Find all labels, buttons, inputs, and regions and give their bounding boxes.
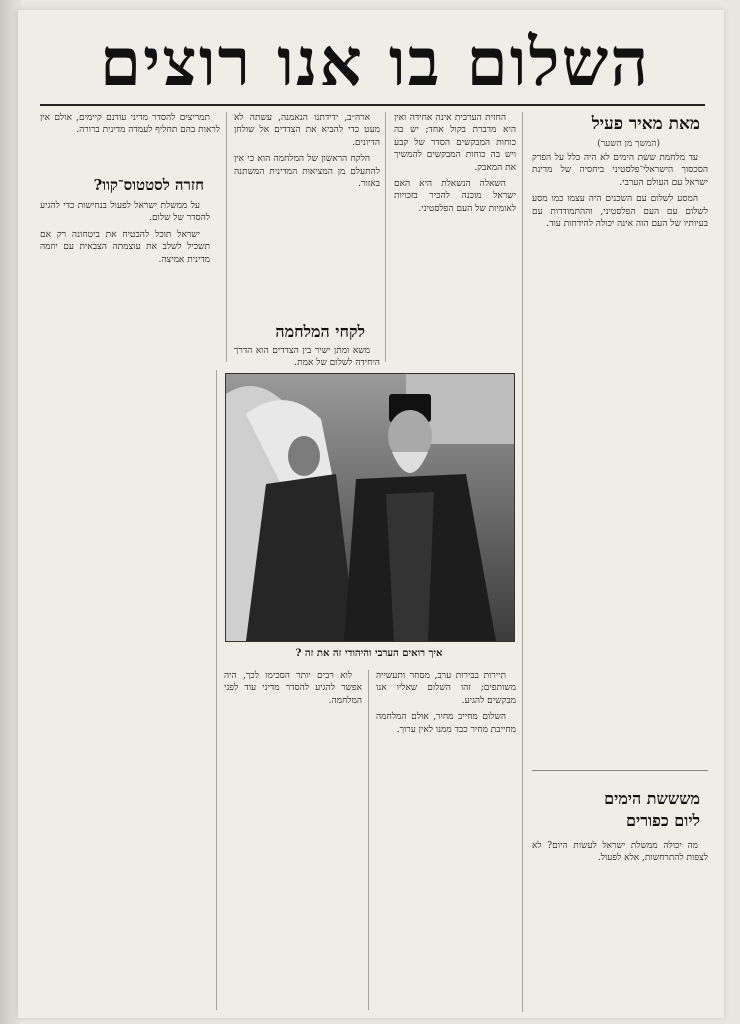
article-column-1 bbox=[532, 152, 708, 762]
section-rule bbox=[532, 770, 708, 771]
paragraph: לוא רבים יותר הסכימו לכך, היה אפשר להגיע להסדר מדיני עוד לפני המלחמה. bbox=[224, 671, 362, 706]
article-column-2 bbox=[394, 112, 516, 364]
paragraph: ישראל תוכל להבטיח את ביטחונה רק אם תשכיל לשלב את עוצמתה הצבאית עם יוזמה מדינית אמיצה. bbox=[40, 229, 210, 265]
paragraph: משא ומתן ישיר בין הצדדים הוא הדרך היחידה לשלום של אמת. bbox=[234, 346, 380, 369]
article-column-3 bbox=[234, 112, 380, 312]
photo-two-men bbox=[226, 374, 514, 641]
paragraph: על ממשלת ישראל לפעול בנחישות כדי להגיע להסדר של שלום. bbox=[40, 201, 210, 224]
byline: מאת מאיר פעיל bbox=[591, 114, 700, 134]
editor-note: (המשך מן השער) bbox=[597, 139, 660, 149]
subhead-status-quo: חזרה לסטטוס־קוו? bbox=[93, 176, 204, 194]
article-column-1b bbox=[532, 840, 708, 1010]
news-photo bbox=[225, 373, 515, 642]
paragraph: המסע לשלום עם השכנים היה עצמו כמו מסע לשלום עם העם הפלסטיני, וההתמודדות עם בעיותיו של העם הזה אינה יכולה להידחות עוד. bbox=[532, 194, 708, 230]
column-divider bbox=[385, 112, 386, 362]
paragraph: השלום מחייב מחיר, אולם המלחמה מחייבת מחיר כבד ממנו לאין ערוך. bbox=[376, 712, 516, 735]
paragraph: ארה״ב, ידידתנו הנאמנה, עשתה לא מעט כדי להביא את הצדדים אל שולחן הדיונים. bbox=[234, 113, 380, 148]
article-column-5 bbox=[376, 670, 516, 1010]
column-divider bbox=[226, 112, 227, 362]
paragraph: השאלה הנשאלת היא האם ישראל מוכנה להכיר בזכויות לאומיות של העם הפלסטיני. bbox=[394, 179, 516, 214]
article-column-4 bbox=[40, 112, 220, 168]
paragraph: מה יכולה ממשלת ישראל לעשות היום? לא לצפות להתרחשות, אלא לפעול. bbox=[532, 841, 708, 864]
article-column-4b bbox=[40, 200, 210, 1010]
paragraph: עד מלחמת ששת הימים לא היה כלל על הפרק הסכסוך הישראלי־פלסטיני ביחסיה של מדינת ישראל עם העולם הערבי. bbox=[532, 153, 708, 188]
photo-caption: איך רואים הערבי והיהודי זה את זה ? bbox=[295, 648, 443, 659]
article-column-3b bbox=[234, 345, 380, 369]
column-divider bbox=[216, 370, 217, 1010]
headline-rule bbox=[40, 104, 705, 106]
article-column-6 bbox=[224, 670, 362, 1010]
column-divider bbox=[522, 112, 523, 1012]
paragraph: תיירות בבירות ערב, מסחר ותעשייה משותפים; זהו השלום שאליו אנו מבקשים להגיע. bbox=[376, 671, 516, 706]
paragraph: הלקח הראשון של המלחמה הוא כי אין להתעלם מן המציאות המדינית המשתנה באזור. bbox=[234, 154, 380, 190]
subhead-six-days: משששת הימים ליום כפורים bbox=[604, 789, 700, 830]
column-divider bbox=[368, 670, 369, 1010]
paragraph: תמריצים להסדר מדיני עודנם קיימים, אולם אין לראות בהם תחליף לעמדה מדינית ברורה. bbox=[40, 113, 220, 136]
subhead-lessons: לקחי המלחמה bbox=[275, 322, 365, 341]
paragraph: החזית הערבית אינה אחידה ואין היא מדברת בקול אחד; יש בה כוחות המבקשים הסדר של קבע ויש בה כוחות המבקשים להמשיך את המאבק. bbox=[394, 113, 516, 173]
page-headline: השלום בו אנו רוצים bbox=[99, 23, 651, 101]
